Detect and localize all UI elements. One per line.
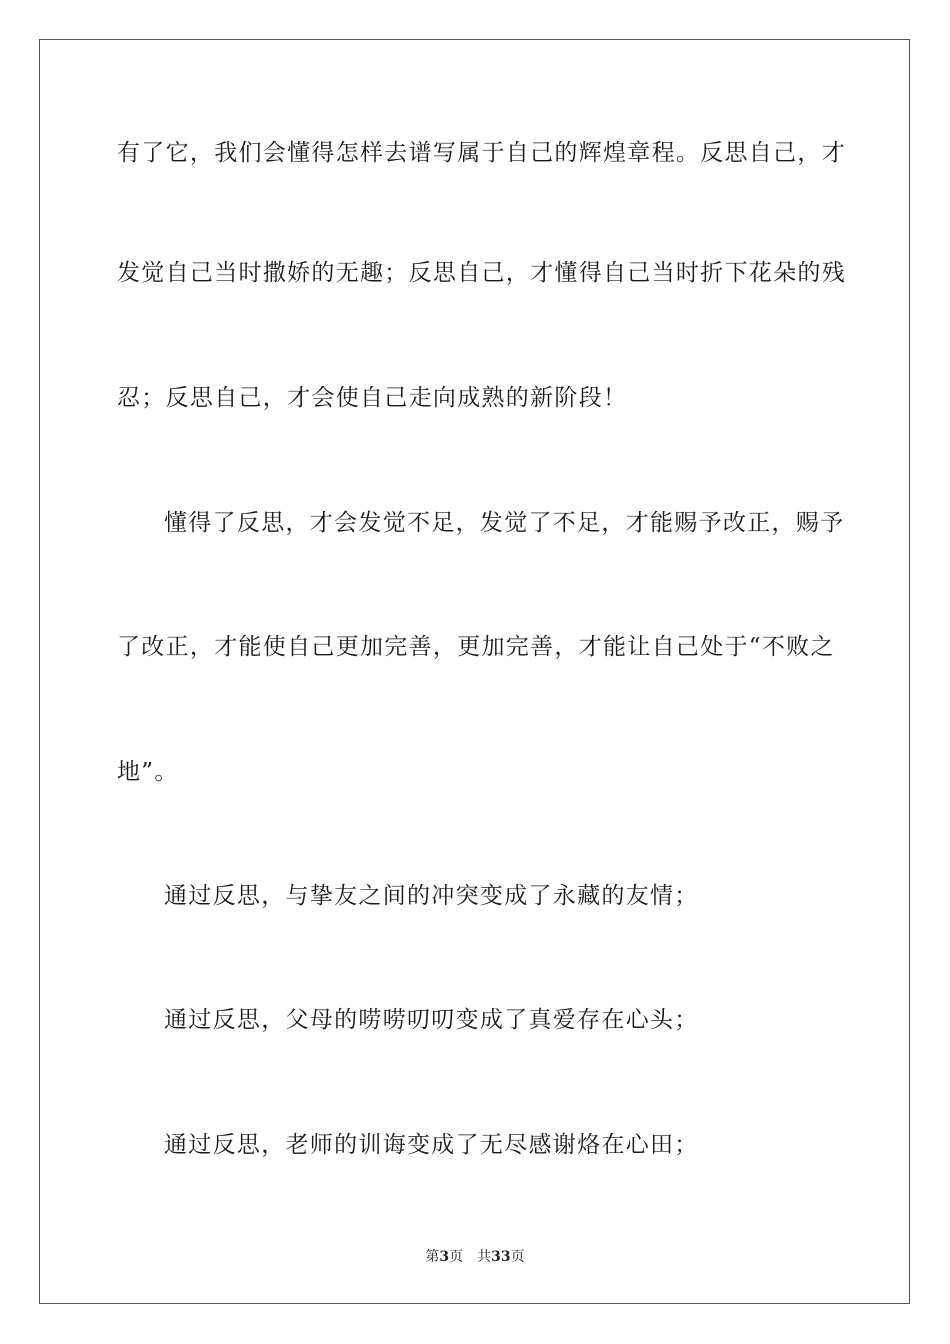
footer-suffix: 页	[510, 1249, 525, 1265]
paragraph-line-2: 发觉自己当时撒娇的无趣；反思自己，才懂得自己当时折下花朵的残	[117, 260, 846, 286]
page-number-footer	[0, 1246, 950, 1266]
paragraph-line-3: 忍；反思自己，才会使自己走向成熟的新阶段！	[117, 385, 628, 411]
paragraph-line-7: 通过反思，与挚友之间的冲突变成了永藏的友情；	[164, 883, 699, 909]
paragraph-line-5: 了改正，才能使自己更加完善，更加完善，才能让自己处于“不败之	[117, 634, 835, 660]
page-border	[39, 39, 910, 1304]
current-page-number: 3	[439, 1249, 450, 1265]
paragraph-line-6: 地”。	[117, 759, 179, 785]
footer-prefix: 第	[425, 1249, 440, 1265]
paragraph-line-9: 通过反思，老师的训诲变成了无尽感谢烙在心田；	[164, 1132, 699, 1158]
paragraph-line-1: 有了它，我们会懂得怎样去谱写属于自己的辉煌章程。反思自己，才	[117, 140, 846, 166]
paragraph-line-4: 懂得了反思，才会发觉不足，发觉了不足，才能赐予改正，赐予	[164, 510, 845, 536]
paragraph-line-8: 通过反思，父母的唠唠叨叨变成了真爱存在心头；	[164, 1007, 699, 1033]
total-page-number: 33	[491, 1249, 511, 1265]
footer-mid: 页 共	[449, 1249, 492, 1265]
